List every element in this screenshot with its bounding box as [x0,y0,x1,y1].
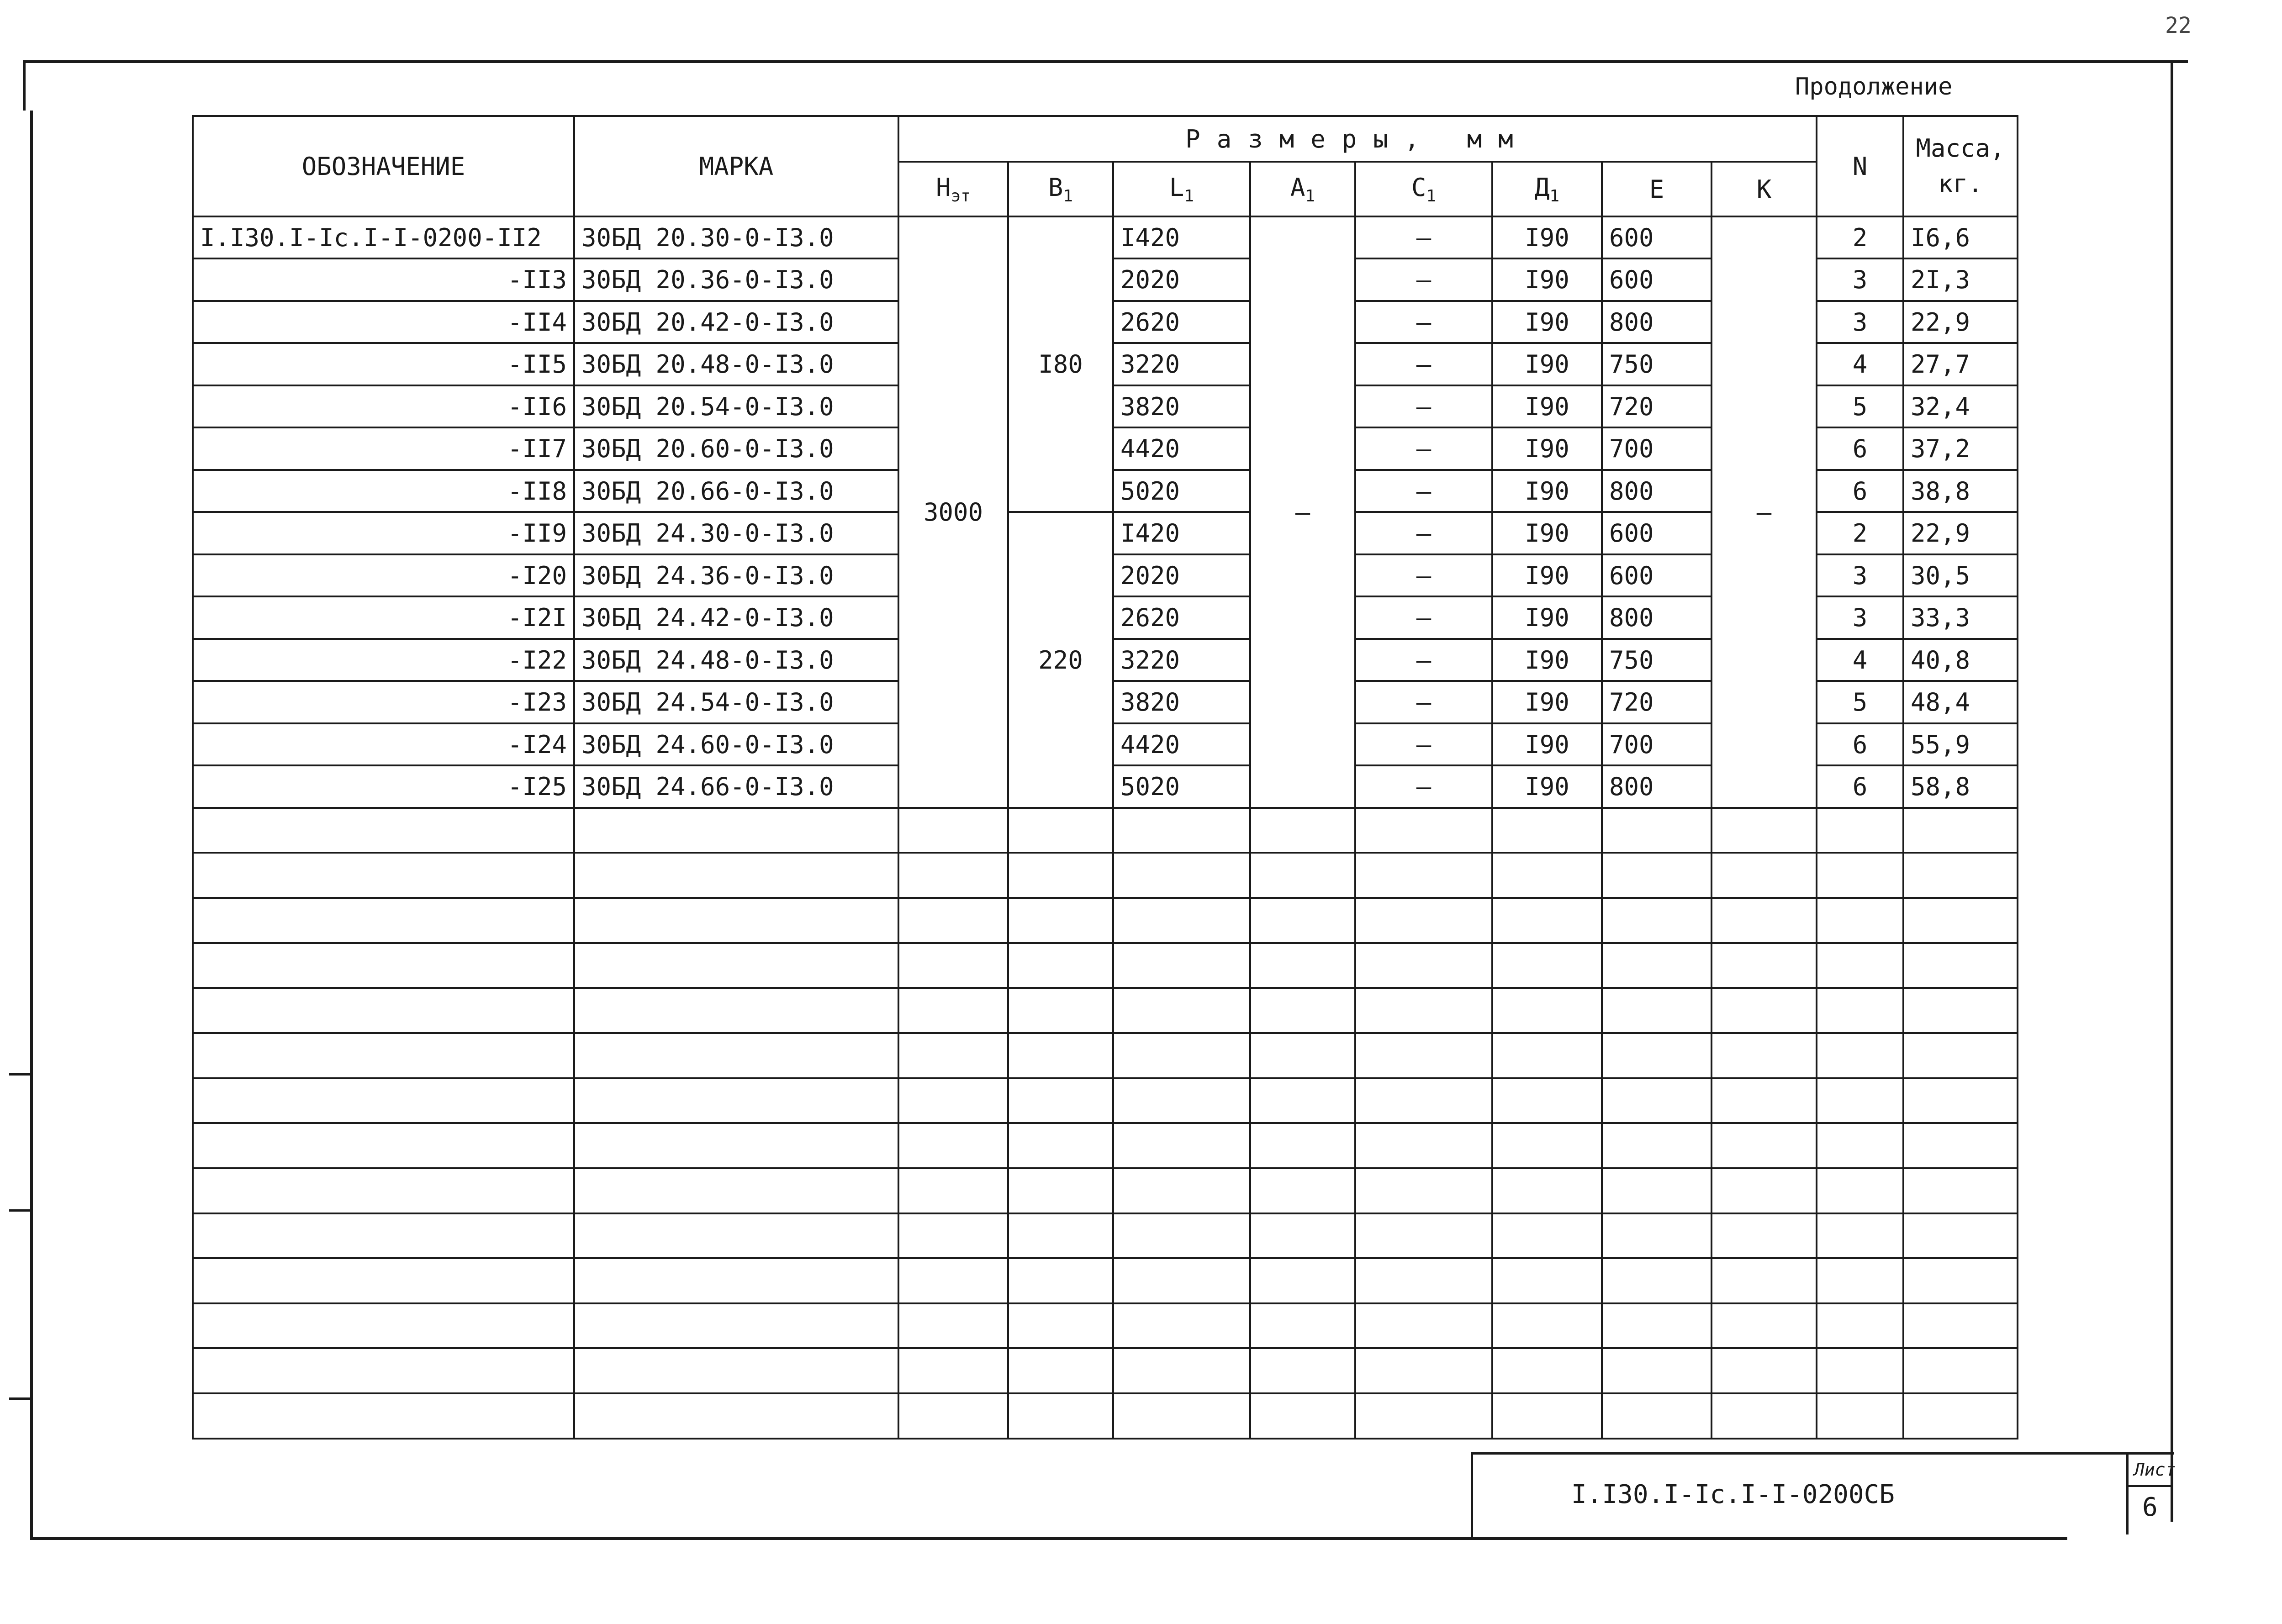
cell-l1: 4420 [1113,723,1250,765]
empty-row [193,1393,2018,1439]
cell-mass: 58,8 [1903,765,2018,807]
cell-d1: I90 [1492,470,1602,512]
cell-mass: 40,8 [1903,639,2018,681]
frame-left-line [23,60,26,111]
cell-e: 600 [1602,258,1712,301]
cell-e: 720 [1602,385,1712,427]
cell-mass: I6,6 [1903,216,2018,258]
cell-n: 3 [1817,258,1903,301]
frame-right-line [2171,60,2173,1522]
cell-c1: – [1355,301,1492,343]
empty-row [193,898,2018,943]
cell-designation: -II9 [193,512,574,554]
table-row [193,216,2018,258]
sheet-label: Лист [2134,1460,2176,1480]
header-dimensions-group: Размеры, мм [898,116,1817,162]
empty-row [193,1258,2018,1303]
cell-n: 6 [1817,470,1903,512]
cell-n: 3 [1817,554,1903,596]
cell-c1: – [1355,639,1492,681]
binding-tick-3 [9,1397,32,1400]
header-l1 [1113,162,1250,216]
header-a1 [1250,162,1355,216]
cell-n: 6 [1817,723,1903,765]
cell-mass: 37,2 [1903,427,2018,469]
cell-n: 3 [1817,301,1903,343]
header-l1-label: L [1169,173,1184,202]
cell-c1: – [1355,343,1492,385]
cell-e: 600 [1602,554,1712,596]
cell-n: 5 [1817,681,1903,723]
header-d1-subscript: 1 [1549,186,1560,206]
empty-row [193,1348,2018,1393]
stamp-top-line [1471,1452,2174,1455]
cell-e: 600 [1602,216,1712,258]
empty-row [193,988,2018,1033]
cell-l1: 3820 [1113,385,1250,427]
header-c1-subscript: 1 [1426,186,1437,206]
cell-l1: 2620 [1113,596,1250,638]
cell-mass: 22,9 [1903,512,2018,554]
cell-mark: 30БД 24.48-0-I3.0 [574,639,898,681]
frame-inner-left-line [30,111,33,1540]
cell-designation: -I20 [193,554,574,596]
cell-n: 5 [1817,385,1903,427]
cell-d1: I90 [1492,765,1602,807]
header-h-et-subscript: эт [951,186,971,206]
cell-d1: I90 [1492,723,1602,765]
cell-d1: I90 [1492,554,1602,596]
cell-c1: – [1355,470,1492,512]
empty-row [193,1168,2018,1213]
cell-e: 700 [1602,427,1712,469]
cell-e: 800 [1602,765,1712,807]
empty-row [193,1123,2018,1168]
cell-mark: 30БД 20.48-0-I3.0 [574,343,898,385]
cell-c1: – [1355,258,1492,301]
header-a1-subscript: 1 [1305,186,1315,206]
empty-row [193,943,2018,988]
cell-k-merged: – [1712,216,1817,808]
cell-n: 2 [1817,216,1903,258]
cell-designation: -I22 [193,639,574,681]
cell-designation: -II8 [193,470,574,512]
cell-n: 3 [1817,596,1903,638]
stamp-sheet-divider [2126,1452,2129,1534]
cell-e: 750 [1602,639,1712,681]
sheet-number: 6 [2142,1492,2158,1522]
cell-c1: – [1355,681,1492,723]
cell-n: 2 [1817,512,1903,554]
cell-c1: – [1355,427,1492,469]
cell-e: 800 [1602,596,1712,638]
frame-bottom-line [30,1537,2067,1540]
cell-e: 750 [1602,343,1712,385]
specification-table [192,115,2018,1439]
cell-mass: 2I,3 [1903,258,2018,301]
header-a1-label: А [1290,173,1305,202]
cell-mark: 30БД 20.66-0-I3.0 [574,470,898,512]
header-b1 [1008,162,1113,216]
cell-mass: 27,7 [1903,343,2018,385]
cell-mark: 30БД 20.30-0-I3.0 [574,216,898,258]
cell-b1-merged-first: I80 [1008,216,1113,512]
header-b1-subscript: 1 [1063,186,1073,206]
header-l1-subscript: 1 [1184,186,1194,206]
header-mark: МАРКА [574,116,898,216]
cell-d1: I90 [1492,301,1602,343]
cell-mark: 30БД 24.60-0-I3.0 [574,723,898,765]
empty-row [193,853,2018,898]
cell-mark: 30БД 20.42-0-I3.0 [574,301,898,343]
header-h-et-label: Н [936,173,951,202]
cell-l1: 3820 [1113,681,1250,723]
empty-row [193,1213,2018,1259]
header-c1 [1355,162,1492,216]
cell-d1: I90 [1492,216,1602,258]
cell-h-et-merged: 3000 [898,216,1008,808]
cell-d1: I90 [1492,596,1602,638]
cell-l1: I420 [1113,216,1250,258]
cell-d1: I90 [1492,343,1602,385]
page-number: 22 [2165,13,2192,38]
cell-mass: 30,5 [1903,554,2018,596]
cell-designation: -II6 [193,385,574,427]
header-mass: Масса, кг. [1903,116,2018,216]
cell-c1: – [1355,216,1492,258]
cell-designation: -I25 [193,765,574,807]
cell-designation: -II3 [193,258,574,301]
cell-c1: – [1355,765,1492,807]
empty-row [193,1033,2018,1078]
cell-l1: 2020 [1113,554,1250,596]
header-designation: ОБОЗНАЧЕНИЕ [193,116,574,216]
cell-mass: 33,3 [1903,596,2018,638]
cell-l1: 5020 [1113,765,1250,807]
cell-e: 800 [1602,470,1712,512]
cell-l1: 2020 [1113,258,1250,301]
cell-n: 6 [1817,765,1903,807]
cell-mass: 55,9 [1903,723,2018,765]
cell-l1: 3220 [1113,343,1250,385]
cell-designation: -I24 [193,723,574,765]
empty-row [193,1303,2018,1349]
cell-e: 720 [1602,681,1712,723]
document-code: I.I30.I-Ic.I-I-0200СБ [1571,1480,1895,1509]
cell-e: 700 [1602,723,1712,765]
cell-designation: -II4 [193,301,574,343]
header-h-et [898,162,1008,216]
cell-c1: – [1355,596,1492,638]
cell-designation: -I23 [193,681,574,723]
cell-n: 4 [1817,639,1903,681]
cell-designation: I.I30.I-Ic.I-I-0200-II2 [193,216,574,258]
cell-mark: 30БД 24.42-0-I3.0 [574,596,898,638]
binding-tick-2 [9,1209,32,1212]
stamp-left-line [1471,1452,1473,1539]
cell-mark: 30БД 20.36-0-I3.0 [574,258,898,301]
cell-d1: I90 [1492,258,1602,301]
header-c1-label: С [1411,173,1426,202]
header-e: Е [1602,162,1712,216]
empty-row [193,1078,2018,1123]
cell-e: 800 [1602,301,1712,343]
cell-l1: 3220 [1113,639,1250,681]
cell-designation: -I2I [193,596,574,638]
cell-l1: 2620 [1113,301,1250,343]
cell-d1: I90 [1492,512,1602,554]
cell-designation: -II5 [193,343,574,385]
cell-c1: – [1355,723,1492,765]
header-d1-label: Д [1534,173,1550,202]
header-k: К [1712,162,1817,216]
cell-mark: 30БД 24.54-0-I3.0 [574,681,898,723]
empty-row [193,808,2018,853]
cell-l1: I420 [1113,512,1250,554]
cell-mass: 32,4 [1903,385,2018,427]
header-b1-label: В [1048,173,1063,202]
frame-top-line [23,60,2188,63]
cell-mark: 30БД 24.66-0-I3.0 [574,765,898,807]
header-d1 [1492,162,1602,216]
cell-mass: 22,9 [1903,301,2018,343]
cell-mark: 30БД 20.54-0-I3.0 [574,385,898,427]
cell-d1: I90 [1492,681,1602,723]
continuation-label: Продолжение [1795,73,1953,100]
stamp-sheet-label-line [2126,1485,2172,1487]
binding-tick-1 [9,1073,32,1076]
cell-d1: I90 [1492,385,1602,427]
cell-l1: 4420 [1113,427,1250,469]
cell-d1: I90 [1492,427,1602,469]
cell-l1: 5020 [1113,470,1250,512]
cell-d1: I90 [1492,639,1602,681]
cell-n: 4 [1817,343,1903,385]
cell-mass: 48,4 [1903,681,2018,723]
cell-mass: 38,8 [1903,470,2018,512]
cell-c1: – [1355,554,1492,596]
cell-designation: -II7 [193,427,574,469]
cell-mark: 30БД 20.60-0-I3.0 [574,427,898,469]
cell-mark: 30БД 24.36-0-I3.0 [574,554,898,596]
cell-mark: 30БД 24.30-0-I3.0 [574,512,898,554]
cell-a1-merged: – [1250,216,1355,808]
cell-c1: – [1355,385,1492,427]
cell-e: 600 [1602,512,1712,554]
cell-c1: – [1355,512,1492,554]
cell-n: 6 [1817,427,1903,469]
header-n: N [1817,116,1903,216]
cell-b1-merged-second: 220 [1008,512,1113,807]
